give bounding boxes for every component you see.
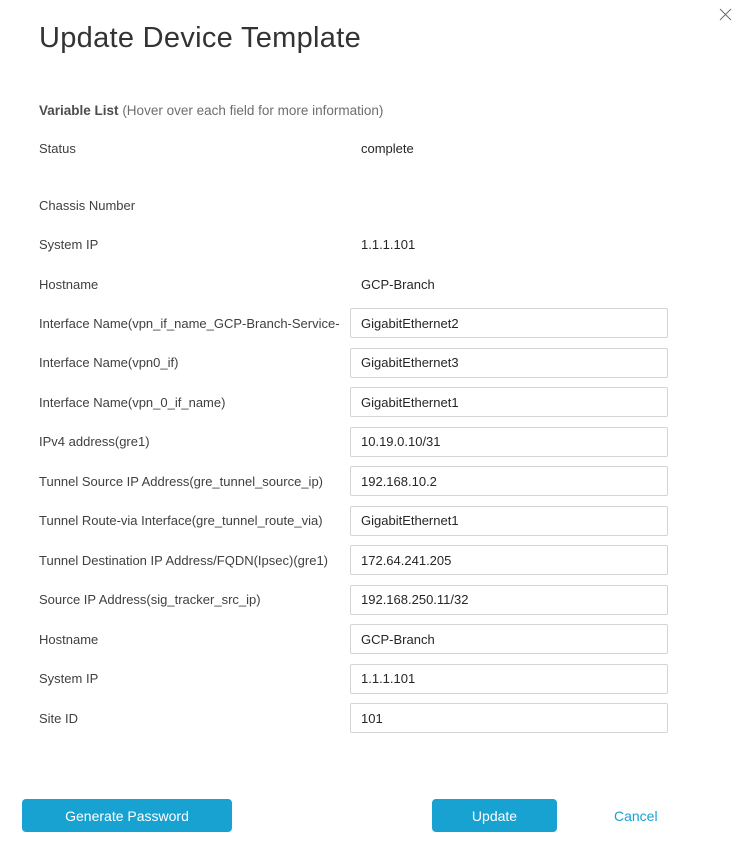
field-label: Tunnel Source IP Address(gre_tunnel_source_ip) [39, 473, 324, 489]
cancel-button[interactable]: Cancel [614, 807, 658, 824]
system-ip-input[interactable] [350, 664, 668, 694]
field-label: Tunnel Destination IP Address/FQDN(Ipsec)(gre1) [39, 552, 329, 568]
generate-password-button[interactable]: Generate Password [22, 799, 232, 832]
tunnel-source-ip-input[interactable] [350, 466, 668, 496]
field-label: Source IP Address(sig_tracker_src_ip) [39, 592, 261, 607]
close-icon[interactable] [716, 5, 734, 23]
field-value: complete [361, 140, 414, 156]
field-row-hostname [39, 624, 752, 654]
field-label: Interface Name(vpn0_if) [39, 355, 179, 370]
field-label: System IP [39, 671, 99, 686]
interface-name-vpn0-if-input[interactable] [350, 348, 668, 378]
field-row-interface-name-vpn-0-if-name [39, 387, 752, 417]
field-row-interface-name-service [39, 308, 752, 338]
site-id-input[interactable] [350, 703, 668, 733]
editable-fields [39, 308, 752, 733]
variable-list-content [39, 140, 752, 733]
field-row-system-ip-static [39, 236, 752, 252]
field-label: Site ID [39, 710, 79, 726]
update-button[interactable]: Update [432, 799, 557, 832]
interface-name-vpn-0-if-name-input[interactable] [350, 387, 668, 417]
field-label: Tunnel Route-via Interface(gre_tunnel_route_via) [39, 513, 323, 528]
ipv4-address-gre1-input[interactable] [350, 427, 668, 457]
hostname-input[interactable] [350, 624, 668, 654]
field-label: Interface Name(vpn_if_name_GCP-Branch-Service- [39, 315, 340, 331]
field-row-tunnel-source-ip [39, 466, 752, 496]
field-label: Chassis Number [39, 197, 136, 213]
interface-name-service-input[interactable] [350, 308, 668, 338]
variable-list-heading [39, 103, 752, 119]
tunnel-destination-ip-input[interactable] [350, 545, 668, 575]
field-value: GCP-Branch [361, 276, 435, 292]
variable-list-label: Variable List [39, 103, 119, 118]
field-row-ipv4-address-gre1 [39, 427, 752, 457]
field-row-source-ip-sig-tracker [39, 585, 752, 615]
dialog-footer [0, 799, 752, 832]
field-row-tunnel-destination-ip [39, 545, 752, 575]
field-row-hostname-static [39, 276, 752, 292]
tunnel-route-via-input[interactable] [350, 506, 668, 536]
field-label: System IP [39, 236, 99, 252]
field-row-chassis-number [39, 197, 752, 213]
field-value: 1.1.1.101 [361, 236, 416, 252]
field-row-system-ip [39, 664, 752, 694]
field-label: Hostname [39, 631, 99, 647]
field-label: IPv4 address(gre1) [39, 434, 150, 449]
field-label: Interface Name(vpn_0_if_name) [39, 394, 226, 410]
dialog-title: Update Device Template [39, 22, 362, 54]
field-row-interface-name-vpn0-if [39, 348, 752, 378]
field-row-site-id [39, 703, 752, 733]
field-row-status [39, 140, 752, 156]
field-row-tunnel-route-via [39, 506, 752, 536]
field-label: Hostname [39, 276, 99, 292]
field-label: Status [39, 140, 76, 156]
close-icon-glyph [719, 8, 732, 21]
variable-list-note: (Hover over each field for more information) [122, 103, 384, 118]
source-ip-sig-tracker-input[interactable] [350, 585, 668, 615]
